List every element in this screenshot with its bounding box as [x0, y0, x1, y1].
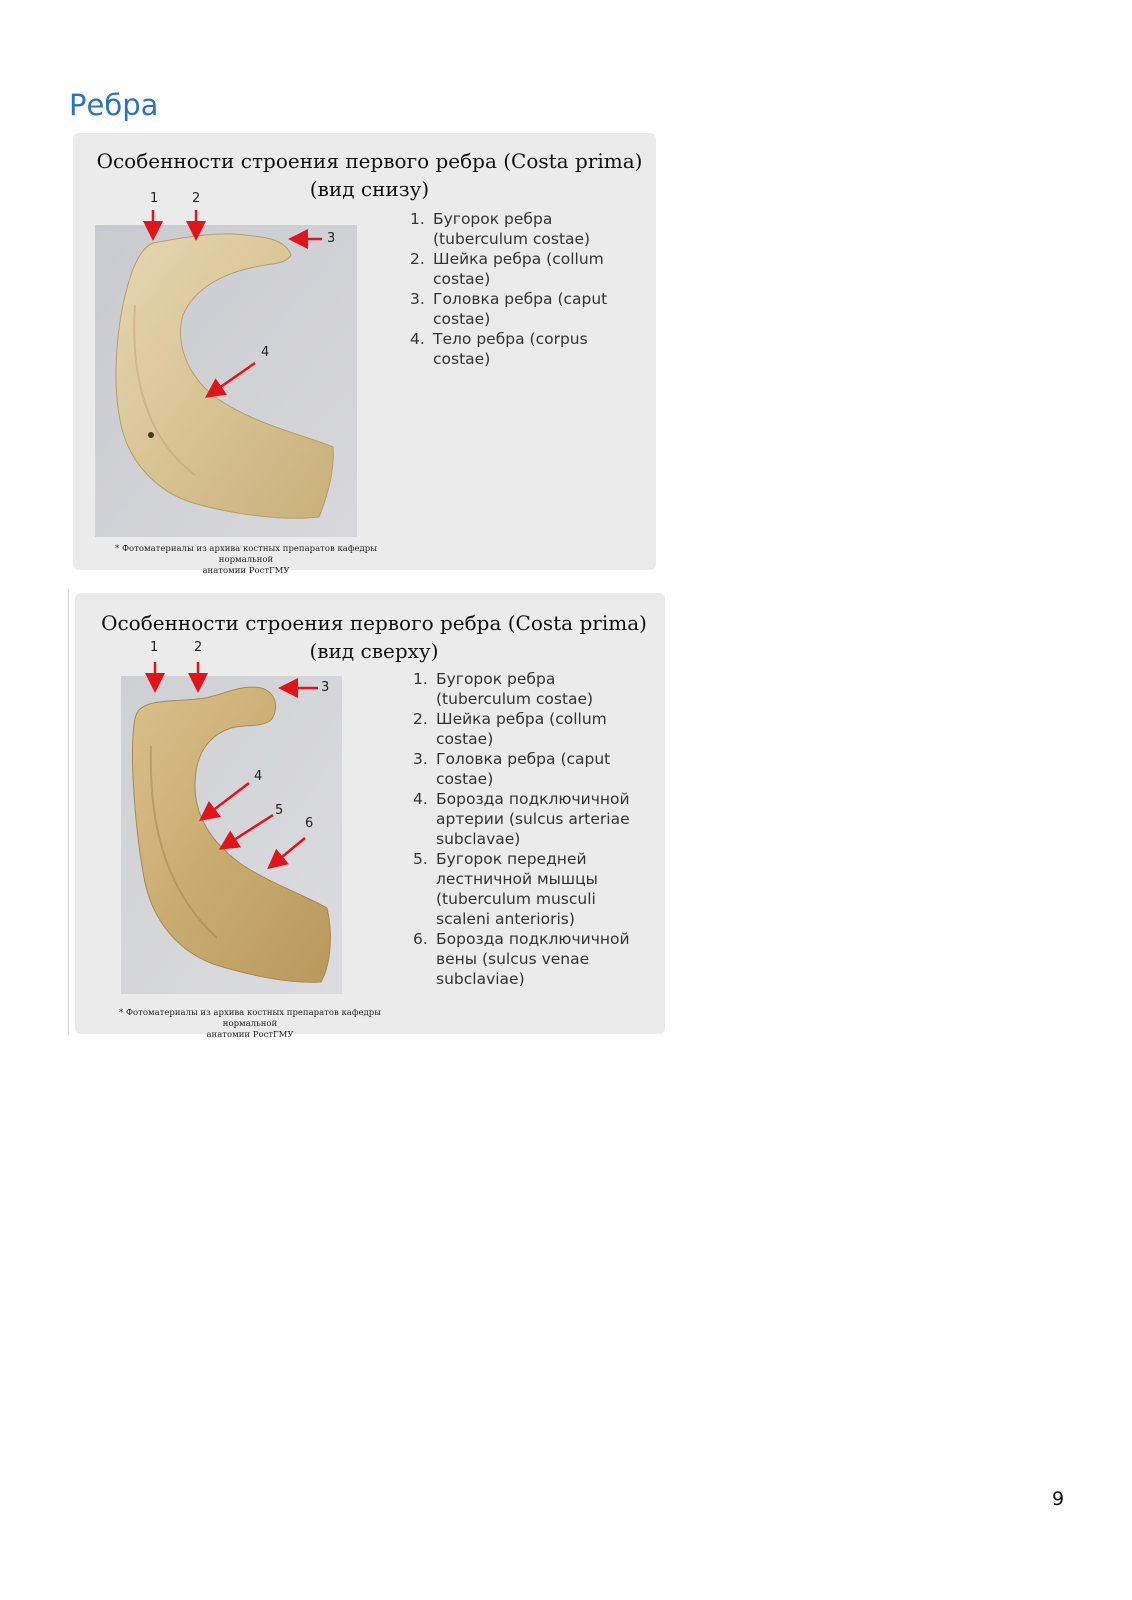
- slide-title: [73, 147, 656, 203]
- slide-superior-view: [75, 593, 665, 1040]
- marker-label-4: 4: [261, 345, 270, 360]
- legend-text: Бугорок ребра (tuberculum costae): [436, 670, 594, 708]
- rib-photo: [95, 225, 357, 537]
- slide-title-line2: (вид снизу): [309, 177, 430, 201]
- legend-text: Борозда подключичной артерии (sulcus arteriae subclavae): [436, 790, 630, 848]
- rib-photo: [121, 676, 342, 994]
- legend-text: Головка ребра (caput costae): [436, 750, 611, 788]
- legend-text: Шейка ребра (collum costae): [436, 710, 607, 748]
- legend-text: Бугорок передней лестничной мышцы (tuberculum musculi scaleni anterioris): [436, 850, 598, 928]
- legend-item: 1. Бугорок ребра (tuberculum costae): [413, 670, 594, 708]
- photo-credit-footnote: * Фотоматериалы из архива костных препаратов кафедры нормальной анатомии РостГМУ: [119, 1008, 381, 1040]
- marker-label-1: 1: [150, 191, 159, 206]
- marker-label-4: 4: [254, 769, 263, 784]
- legend-list: [410, 209, 642, 369]
- rib-bone-image: [95, 225, 357, 537]
- legend-text: Головка ребра (caput costae): [433, 290, 608, 328]
- slide-title-line2: (вид сверху): [309, 639, 439, 663]
- marker-label-2: 2: [192, 191, 201, 206]
- rib-bone-image: [121, 676, 342, 994]
- legend-item: 5. Бугорок передней лестничной мышцы (tuberculum musculi scaleni anterioris): [413, 850, 598, 928]
- legend-text: Бугорок ребра (tuberculum costae): [433, 210, 591, 248]
- legend-text: Шейка ребра (collum costae): [433, 250, 604, 288]
- slide-title: [75, 609, 665, 665]
- margin-rule: [68, 589, 69, 1035]
- marker-label-3: 3: [321, 680, 330, 695]
- page-number: 9: [1052, 1488, 1065, 1510]
- marker-label-6: 6: [305, 816, 314, 831]
- section-heading: Ребра: [69, 88, 159, 122]
- legend-item: 2. Шейка ребра (collum costae): [413, 710, 607, 748]
- legend-text: Тело ребра (corpus costae): [433, 330, 588, 368]
- photo-credit-footnote: * Фотоматериалы из архива костных препаратов кафедры нормальной анатомии РостГМУ: [115, 544, 377, 576]
- legend-item: 4. Тело ребра (corpus costae): [410, 330, 588, 368]
- legend-list: [413, 669, 645, 989]
- marker-label-5: 5: [275, 803, 284, 818]
- marker-label-3: 3: [327, 231, 336, 246]
- marker-label-2: 2: [194, 640, 203, 655]
- legend-item: 1. Бугорок ребра (tuberculum costae): [410, 210, 591, 248]
- marker-label-1: 1: [150, 640, 159, 655]
- slide-title-line1: Особенности строения первого ребра (Costa prima): [96, 149, 643, 173]
- legend-item: 2. Шейка ребра (collum costae): [410, 250, 604, 288]
- legend-item: 4. Борозда подключичной артерии (sulcus arteriae subclavae): [413, 790, 630, 848]
- legend-item: 6. Борозда подключичной вены (sulcus venae subclaviae): [413, 930, 630, 988]
- legend-item: 3. Головка ребра (caput costae): [410, 290, 608, 328]
- legend-text: Борозда подключичной вены (sulcus venae subclaviae): [436, 930, 630, 988]
- legend-item: 3. Головка ребра (caput costae): [413, 750, 611, 788]
- slide-title-line1: Особенности строения первого ребра (Costa prima): [101, 611, 647, 635]
- slide-inferior-view: [73, 133, 656, 576]
